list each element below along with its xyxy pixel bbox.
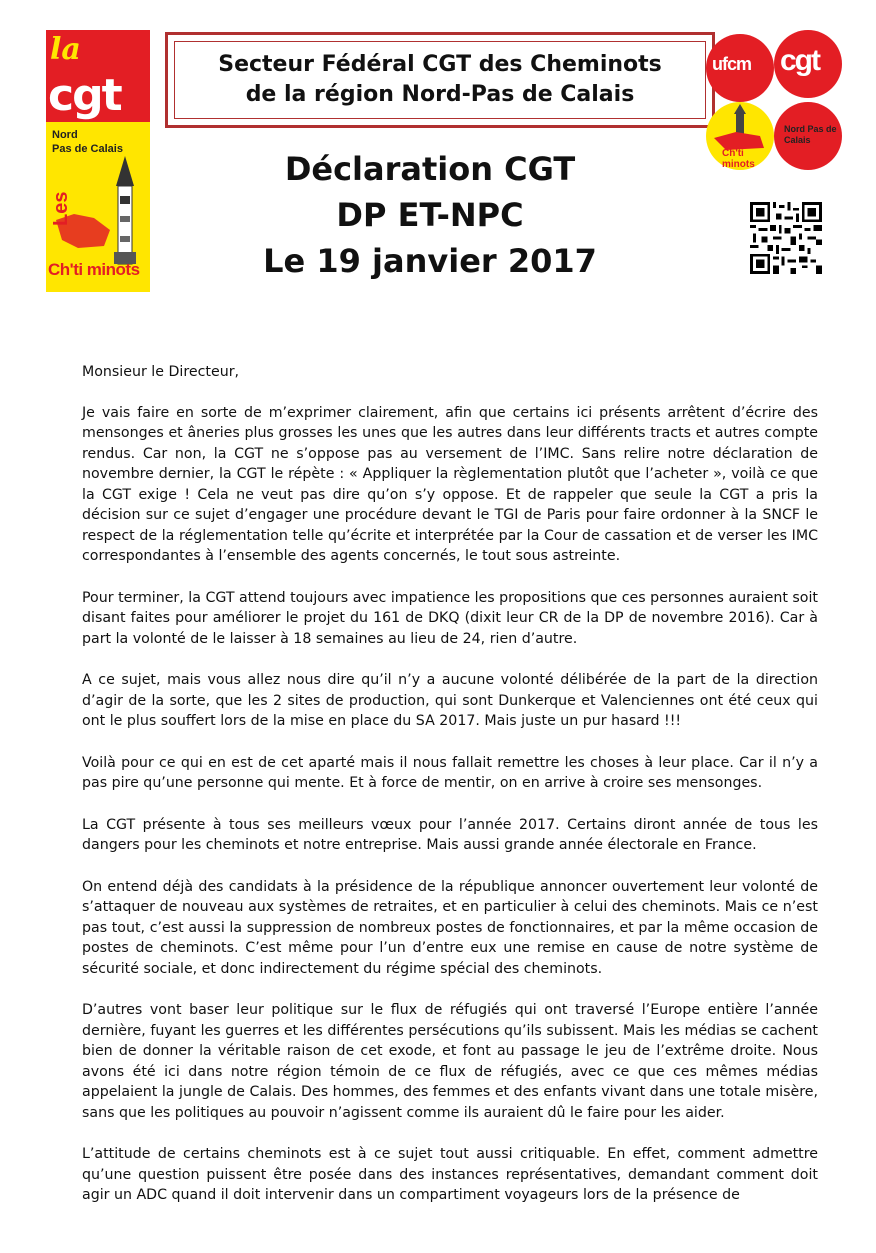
npdc-circle-text: Nord Pas de Calais [784,124,837,145]
paragraph-6: On entend déjà des candidats à la présidence de la république annoncer ouvertement leur volonté de s’attaquer de nouveau aux systèmes de retraites, et en particulier à celui des cheminots. Mais ce n’est pas tout, c’est aussi la suppression de nombreux postes de fonctionnaires, et par la même occasion de postes de cheminots. C’est même pour l’un d’entre eux une remise en cause de notre système de sécurité sociale, et donc indirectement du régime spécial des cheminots. [82,878,818,977]
paragraph-8: L’attitude de certains cheminots est à ce sujet tout aussi critiquable. En effet, comment admettre qu’une question puissent être posée dans des instances représentatives, demandant comment doit agir un ADC quand il doit intervenir dans un compartiment voyageurs lors de la présence de [82,1146,818,1203]
header-line-2: de la région Nord-Pas de Calais [245,82,635,107]
chtiminots-circle-text: Ch'ti minots [722,148,755,170]
header-box-inner [174,41,706,119]
logo-region-line2: Pas de Calais [52,143,123,155]
logo-region-text [52,128,123,156]
title-line-1: Déclaration CGT [284,150,576,188]
qr-code-icon [750,202,822,274]
ufcm-circle-text: ufcm [712,54,752,74]
paragraph-2: Pour terminer, la CGT attend toujours avec impatience les propositions que ces personnes auraient soit disant faites pour améliorer le projet du 161 de DKQ (dixit leur CR de la DP de novembre 2016). Car à part la volonté de le laisser à 18 semaines au lieu de 24, rien d’autre. [82,589,818,647]
logo-cgt-text: cgt [48,70,121,121]
ufcm-circle-logo [706,34,774,102]
header-line-1: Secteur Fédéral CGT des Cheminots [218,52,662,77]
cgt-circle-logo [774,30,842,98]
paragraph-4: Voilà pour ce qui en est de cet aparté mais il nous fallait remettre les choses à leur place. Car il n’y a pas pire qu’une personne qui mente. Et à force de mentir, on en arrive à croire ses mensonges. [82,754,818,791]
header-box [165,32,715,128]
title-line-3: Le 19 janvier 2017 [263,242,597,280]
paragraph-1: Je vais faire en sorte de m’exprimer clairement, afin que certains ici présents arrêtent d’écrire des mensonges et âneries plus grosses les unes que les autres dans leur différents tracts et autres compte rendus. Car non, la CGT ne s’oppose pas au versement de l’IMC. Sans relire notre déclaration de novembre dernier, la CGT le répète : « Appliquer la règlementation plutôt que l’acheter », voilà ce que la CGT exige ! Cela ne veut pas dire qu’on s’y oppose. Et de rappeler que seule la CGT a pris la décision sur ce sujet d’engager une procédure devant le TGI de Paris pour faire ordonner à la SNCF le respect de la réglementation telle qu’écrite et interprétée par la Cour de cassation et de verser les IMC correspondantes à l’ensemble des agents concernés, le tout sous astreinte. [82,404,818,564]
nord-pas-de-calais-circle-logo [774,102,842,170]
paragraph-5: La CGT présente à tous ses meilleurs vœux pour l’année 2017. Certains diront année de tous les dangers pour les cheminots et notre entreprise. Mais aussi grande année électorale en France. [82,816,818,853]
belfry-icon [108,156,142,266]
cgt-circle-text: cgt [780,44,819,77]
logo-la-text: la [50,32,81,67]
logo-region-line1: Nord [52,129,78,141]
logo-chtiminots-text: Ch'ti minots [48,260,140,279]
paragraph-7: D’autres vont baser leur politique sur le flux de réfugiés qui ont traversé l’Europe entière l’année dernière, fuyant les guerres et les différentes persécutions qu’ils subissent. Mais les médias se cachent bien de donner la véritable raison de cet exode, et font au passage le jeu de l’extrême droite. Nous avons été ici dans notre région témoin de ce flux de réfugiés, avec ce que ces mêmes médias appelaient la jungle de Calais. Des hommes, des femmes et des enfants vivant dans une totale misère, sans que les politiques au pouvoir n’agissent comme ils auraient dû le faire pour les aider. [82,1002,818,1121]
letter-body [82,362,818,1227]
logo-les-text: Les [50,191,72,226]
salutation: Monsieur le Directeur, [82,364,240,380]
document-title [160,146,700,284]
chtiminots-circle-logo [706,102,774,170]
paragraph-3: A ce sujet, mais vous allez nous dire qu’il n’y a aucune volonté délibérée de la part de la direction d’agir de la sorte, que les 2 sites de production, qui sont Dunkerque et Valenciennes ont été ceux qui ont le plus souffert lors de la mise en place du SA 2017. Mais juste un pur hasard !!! [82,672,818,729]
title-line-2: DP ET-NPC [336,196,524,234]
cgt-nord-pas-de-calais-logo [46,30,150,292]
ufcm-cgt-logo-group [702,30,842,170]
